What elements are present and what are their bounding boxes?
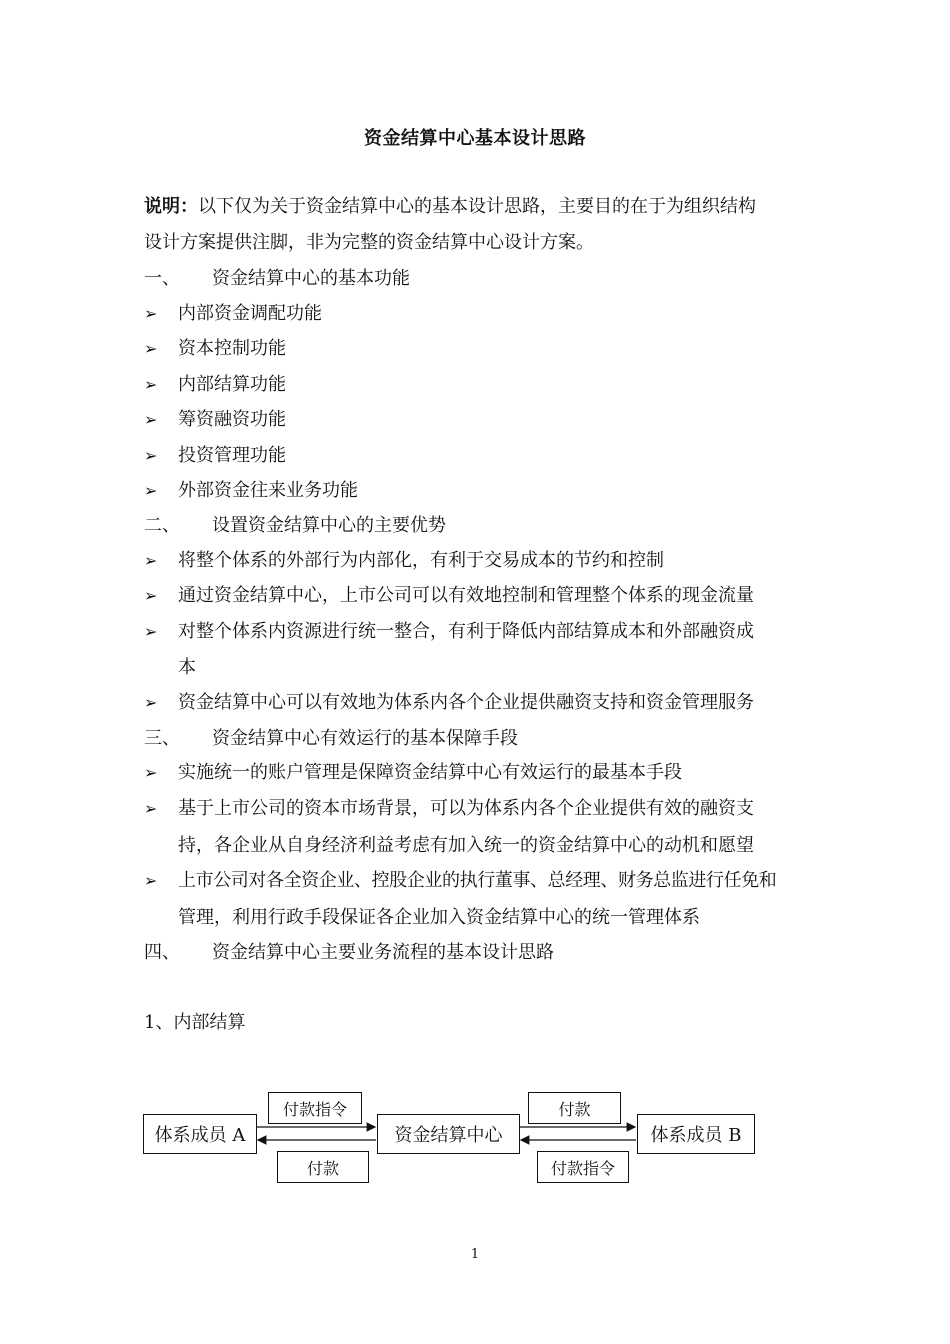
list-item: 外部资金往来业务功能 <box>178 480 358 501</box>
bullet-arrow-icon: ➢ <box>144 693 158 712</box>
label-left-top: 付款指令 <box>268 1092 362 1124</box>
list-item: 将整个体系的外部行为内部化，有利于交易成本的节约和控制 <box>178 550 664 571</box>
page-title: 资金结算中心基本设计思路 <box>364 128 586 149</box>
bullet-arrow-icon: ➢ <box>144 375 158 394</box>
section-number: 三、 <box>144 728 180 749</box>
list-item: 对整个体系内资源进行统一整合，有利于降低内部结算成本和外部融资成 <box>178 621 754 642</box>
list-item: 筹资融资功能 <box>178 409 286 430</box>
section-number: 二、 <box>144 515 180 536</box>
list-item: 内部结算功能 <box>178 374 286 395</box>
list-item: 实施统一的账户管理是保障资金结算中心有效运行的最基本手段 <box>178 762 682 783</box>
label-right-bottom: 付款指令 <box>537 1151 629 1183</box>
bullet-arrow-icon: ➢ <box>144 799 158 818</box>
subheading: 1、内部结算 <box>144 1012 246 1033</box>
bullet-arrow-icon: ➢ <box>144 622 158 641</box>
bullet-arrow-icon: ➢ <box>144 339 158 358</box>
list-item: 投资管理功能 <box>178 445 286 466</box>
list-item: 通过资金结算中心，上市公司可以有效地控制和管理整个体系的现金流量 <box>178 585 754 606</box>
section-title: 资金结算中心主要业务流程的基本设计思路 <box>212 942 554 963</box>
label-right-top: 付款 <box>528 1092 621 1124</box>
section-title: 资金结算中心的基本功能 <box>212 268 410 289</box>
bullet-arrow-icon: ➢ <box>144 551 158 570</box>
section-title: 资金结算中心有效运行的基本保障手段 <box>212 728 518 749</box>
bullet-arrow-icon: ➢ <box>144 586 158 605</box>
section-number: 一、 <box>144 268 180 289</box>
bullet-arrow-icon: ➢ <box>144 871 158 890</box>
center-box: 资金结算中心 <box>377 1114 520 1154</box>
bullet-arrow-icon: ➢ <box>144 446 158 465</box>
list-item-continuation: 管理，利用行政手段保证各企业加入资金结算中心的统一管理体系 <box>178 907 700 928</box>
section-title: 设置资金结算中心的主要优势 <box>212 515 446 536</box>
note-text-1: 以下仅为关于资金结算中心的基本设计思路，主要目的在于为组织结构 <box>198 196 756 217</box>
note-label: 说明： <box>144 196 198 217</box>
list-item: 内部资金调配功能 <box>178 303 322 324</box>
list-item: 基于上市公司的资本市场背景，可以为体系内各个企业提供有效的融资支 <box>178 798 754 819</box>
list-item: 上市公司对各全资企业、控股企业的执行董事、总经理、财务总监进行任免和 <box>178 870 777 891</box>
list-item-continuation: 本 <box>178 657 196 678</box>
bullet-arrow-icon: ➢ <box>144 481 158 500</box>
section-number: 四、 <box>144 942 180 963</box>
list-item: 资本控制功能 <box>178 338 286 359</box>
bullet-arrow-icon: ➢ <box>144 410 158 429</box>
label-left-bottom: 付款 <box>277 1151 369 1183</box>
page-number: 1 <box>470 1247 480 1262</box>
member-b-box: 体系成员 B <box>637 1114 755 1154</box>
member-a-box: 体系成员 A <box>143 1114 257 1154</box>
bullet-arrow-icon: ➢ <box>144 763 158 782</box>
note-line-2: 设计方案提供注脚，非为完整的资金结算中心设计方案。 <box>144 232 594 253</box>
list-item: 资金结算中心可以有效地为体系内各个企业提供融资支持和资金管理服务 <box>178 692 754 713</box>
bullet-arrow-icon: ➢ <box>144 304 158 323</box>
list-item-continuation: 持，各企业从自身经济利益考虑有加入统一的资金结算中心的动机和愿望 <box>178 835 754 856</box>
